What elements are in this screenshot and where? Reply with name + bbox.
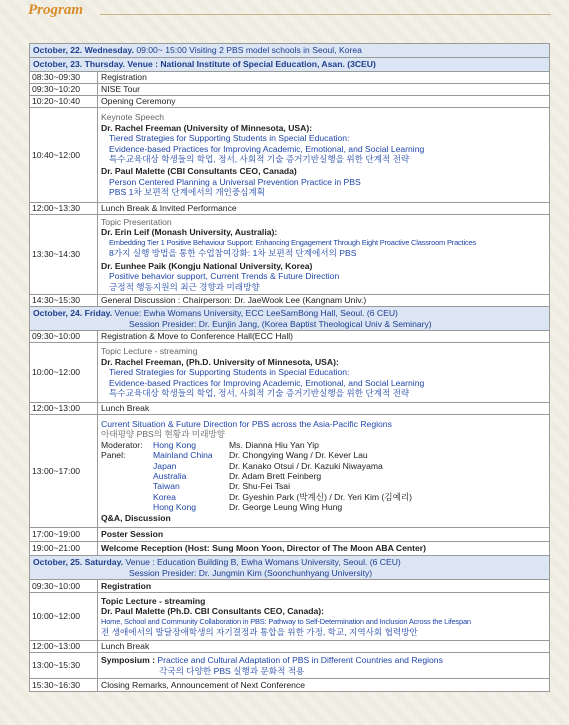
day-label: October, 22. Wednesday. — [33, 45, 134, 56]
panel-name: Dr. Kanako Otsui / Dr. Kazuki Niwayama — [229, 460, 383, 471]
talk-title: Positive behavior support, Current Trends & Future Direction — [109, 271, 340, 282]
talk-title-ko: PBS 1차 보편적 단계에서의 개인중심계획 — [109, 187, 266, 198]
panel-country: Australia — [153, 471, 187, 481]
time-cell: 14:30~15:30 — [30, 295, 98, 307]
symposium-title-ko: 각국의 다양한 PBS 실행과 문화적 적용 — [159, 665, 305, 676]
panel-name: Dr. Adam Brett Feinberg — [229, 471, 322, 481]
session-heading: Topic Lecture - streaming — [101, 346, 198, 357]
event-cell: Registration & Move to Conference Hall(ECC Hall) — [98, 331, 550, 343]
schedule-row — [30, 96, 550, 108]
symposium-title: Practice and Cultural Adaptation of PBS in Different Countries and Regions — [157, 655, 443, 666]
panel-country: Japan — [153, 460, 177, 471]
time-cell: 13:30~14:30 — [30, 215, 98, 295]
event-cell: Registration — [98, 72, 550, 84]
talk-title: Person Centered Planning a Universal Prevention Practice in PBS — [109, 176, 361, 187]
event-cell: Registration — [98, 580, 550, 593]
symposium-label: Symposium : — [101, 655, 155, 666]
time-cell: 13:00~17:00 — [30, 415, 98, 528]
time-cell: 10:00~12:00 — [30, 593, 98, 641]
moderator-label: Moderator: — [101, 439, 143, 450]
panel-country: Mainland China — [153, 450, 213, 461]
day-info: Venue : National Institute of Special Education, Asan. (3CEU) — [125, 59, 376, 70]
schedule-row — [30, 108, 550, 203]
day-info: Venue : Education Building B, Ewha Womans University, Seoul. (6 CEU) — [123, 557, 401, 568]
event-cell — [98, 108, 550, 203]
day-info: Venue: Ewha Womans University, ECC LeeSamBong Hall, Seoul. (6 CEU) — [112, 308, 398, 319]
event-cell — [98, 653, 550, 679]
session-heading: Topic Presentation — [101, 217, 172, 228]
speaker-name: Dr. Paul Malette (Ph.D. CBI Consultants CEO, Canada): — [101, 606, 324, 617]
event-cell: Lunch Break — [98, 403, 550, 415]
day-row-oct24 — [30, 307, 550, 331]
day-row-oct23 — [30, 58, 550, 72]
time-cell: 17:00~19:00 — [30, 528, 98, 542]
event-cell: General Discussion : Chairperson: Dr. JaeWook Lee (Kangnam Univ.) — [98, 295, 550, 307]
panel-label: Panel: — [101, 450, 126, 461]
day-row-oct22 — [30, 44, 550, 58]
time-cell: 10:00~12:00 — [30, 343, 98, 403]
time-cell: 09:30~10:00 — [30, 580, 98, 593]
time-cell: 13:00~15:30 — [30, 653, 98, 679]
moderator-name: Ms. Dianna Hiu Yan Yip — [229, 439, 319, 450]
qa-discussion: Q&A, Discussion — [101, 512, 171, 523]
day-label: October, 23. Thursday. — [33, 59, 126, 70]
time-cell: 12:00~13:00 — [30, 641, 98, 653]
time-cell: 19:00~21:00 — [30, 542, 98, 556]
talk-title-ko: 긍정적 행동지원의 최근 경향과 미래방향 — [109, 281, 260, 292]
event-cell: Closing Remarks, Announcement of Next Conference — [98, 679, 550, 692]
title-divider — [100, 14, 551, 15]
panel-name: Dr. Chongying Wang / Dr. Kever Lau — [229, 450, 368, 461]
panel-name: Dr. Gyeshin Park (박계신) / Dr. Yeri Kim (김예리) — [229, 491, 413, 502]
schedule-row — [30, 580, 550, 593]
panel-country: Hong Kong — [153, 502, 197, 513]
time-cell: 08:30~09:30 — [30, 72, 98, 84]
talk-title-ko: 특수교육대상 학생들의 학업, 정서, 사회적 기술 증거기반실행을 위한 단계적 전략 — [109, 154, 410, 164]
event-cell: Poster Session — [98, 528, 550, 542]
day-label: October, 24. Friday. — [33, 308, 113, 319]
event-cell: NISE Tour — [98, 84, 550, 96]
schedule-row — [30, 653, 550, 679]
schedule-row — [30, 84, 550, 96]
session-heading: Current Situation & Future Direction for PBS across the Asia-Pacific Regions — [101, 418, 392, 429]
schedule-row — [30, 295, 550, 307]
talk-title: Home, School and Community Collaboration in PBS: Pathway to Self-Determination and Inclusion Across the Lifespan — [101, 616, 471, 626]
speaker-name: Dr. Rachel Freeman (University of Minnesota, USA): — [101, 122, 313, 133]
session-heading-ko: 아태평양 PBS의 현황과 미래방향 — [101, 429, 225, 440]
time-cell: 12:00~13:30 — [30, 203, 98, 215]
time-cell: 09:30~10:00 — [30, 331, 98, 343]
schedule-row — [30, 72, 550, 84]
speaker-name: Dr. Eunhee Paik (Kongju National University, Korea) — [101, 260, 313, 271]
event-cell — [98, 415, 550, 528]
event-cell: Opening Ceremony — [98, 96, 550, 108]
day-header — [30, 556, 550, 580]
event-cell — [98, 343, 550, 403]
event-cell: Lunch Break — [98, 641, 550, 653]
day-info: 09:00~ 15:00 Visiting 2 PBS model schools in Seoul, Korea — [133, 45, 362, 56]
program-table — [29, 43, 550, 692]
panel-country: Korea — [153, 491, 176, 502]
session-presider: Session Presider: Dr. Eunjin Jang, (Korea Baptist Theological Univ & Seminary) — [129, 318, 432, 329]
talk-title: Evidence-based Practices for Improving Academic, Emotional, and Social Learning — [109, 143, 425, 154]
time-cell: 12:00~13:00 — [30, 403, 98, 415]
section-title: Program — [28, 2, 84, 18]
event-cell: Welcome Reception (Host: Sung Moon Yoon, Director of The Moon ABA Center) — [98, 542, 550, 556]
schedule-row — [30, 593, 550, 641]
session-heading: Topic Lecture - streaming — [101, 595, 206, 606]
panel-country: Taiwan — [153, 481, 180, 492]
time-cell: 15:30~16:30 — [30, 679, 98, 692]
schedule-row — [30, 203, 550, 215]
schedule-row — [30, 343, 550, 403]
session-heading: Keynote Speech — [101, 112, 165, 123]
schedule-row — [30, 215, 550, 295]
event-cell — [98, 215, 550, 295]
talk-title: Tiered Strategies for Supporting Students in Special Education: — [109, 133, 350, 144]
schedule-row — [30, 415, 550, 528]
schedule-row — [30, 331, 550, 343]
talk-title-ko: 전 생애에서의 발달장애학생의 자기결정과 통합을 위한 가정, 학교, 지역사회 협력방안 — [101, 626, 418, 637]
panel-name: Dr. George Leung Wing Hung — [229, 502, 343, 513]
talk-title: Embedding Tier 1 Positive Behaviour Support: Enhancing Engagement Through Eight Proactive Classroom Practices — [109, 237, 477, 247]
session-presider: Session Presider: Dr. Jungmin Kim (Soonchunhyang University) — [129, 567, 373, 578]
speaker-name: Dr. Erin Leif (Monash University, Australia): — [101, 227, 278, 238]
time-cell: 09:30~10:20 — [30, 84, 98, 96]
speaker-name: Dr. Paul Malette (CBI Consultants CEO, Canada) — [101, 166, 297, 177]
speaker-name: Dr. Rachel Freeman, (Ph.D. University of Minnesota, USA): — [101, 356, 339, 367]
schedule-row — [30, 528, 550, 542]
event-cell — [98, 593, 550, 641]
schedule-row — [30, 403, 550, 415]
day-header — [30, 58, 550, 72]
time-cell: 10:40~12:00 — [30, 108, 98, 203]
schedule-row — [30, 679, 550, 692]
event-cell: Lunch Break & Invited Performance — [98, 203, 550, 215]
schedule-row — [30, 641, 550, 653]
talk-title-ko: 8가지 실행 방법을 통한 수업참여강화: 1차 보편적 단계에서의 PBS — [109, 248, 357, 259]
day-label: October, 25. Saturday. — [33, 557, 124, 568]
talk-title: Tiered Strategies for Supporting Students in Special Education: — [109, 367, 350, 378]
moderator-country: Hong Kong — [153, 439, 197, 450]
day-header — [30, 44, 550, 58]
talk-title-ko: 특수교육대상 학생들의 학업, 정서, 사회적 기술 증거기반실행을 위한 단계적 전략 — [109, 388, 410, 399]
day-row-oct25 — [30, 556, 550, 580]
panel-name: Dr. Shu-Fei Tsai — [229, 481, 290, 492]
talk-title: Evidence-based Practices for Improving Academic, Emotional, and Social Learning — [109, 377, 425, 388]
schedule-row — [30, 542, 550, 556]
day-header — [30, 307, 550, 331]
time-cell: 10:20~10:40 — [30, 96, 98, 108]
